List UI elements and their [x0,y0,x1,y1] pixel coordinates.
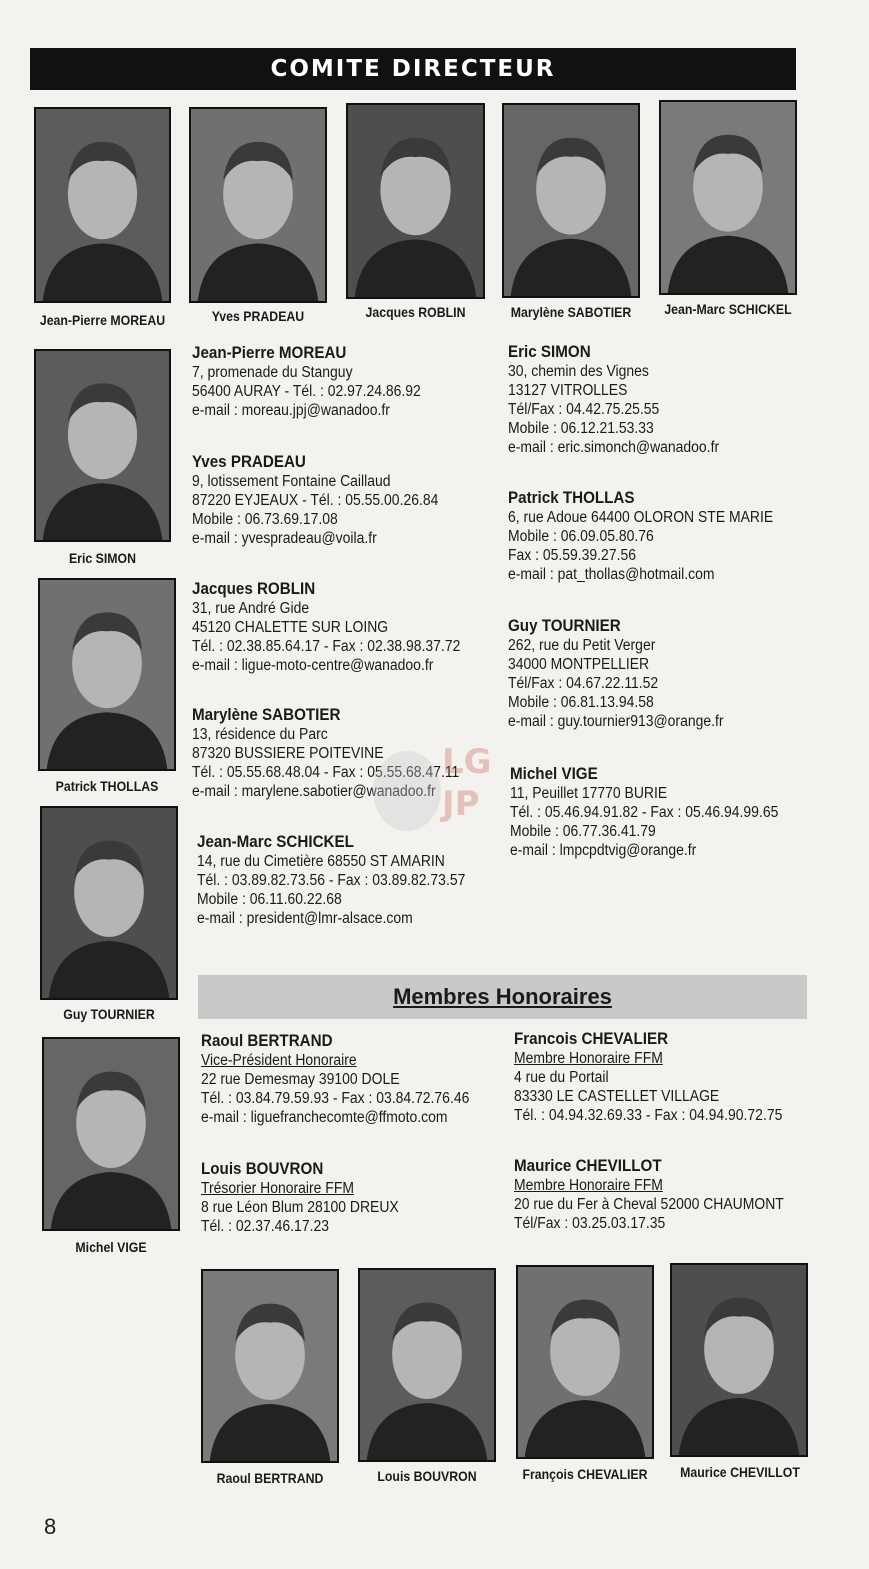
contact-name: Raoul BERTRAND [201,1032,333,1050]
contact-name: Eric SIMON [508,343,591,361]
contact-name: Jean-Marc SCHICKEL [197,833,354,851]
contact-line: Tél. : 02.38.85.64.17 - Fax : 02.38.98.37.72 [192,638,461,655]
contact-line: Mobile : 06.12.21.53.33 [508,420,654,437]
contact-line: 87320 BUSSIERE POITEVINE [192,745,384,762]
contact-name: Jacques ROBLIN [192,580,316,598]
contact-line: 87220 EYJEAUX - Tél. : 05.55.00.26.84 [192,492,439,509]
contact-line: 13, résidence du Parc [192,726,328,743]
portrait-silhouette [191,109,325,301]
contact-line: 20 rue du Fer à Cheval 52000 CHAUMONT [514,1196,784,1213]
photo-guy-tournier [40,806,178,1000]
honorary-raoul-bertrand [201,1032,499,1127]
photo-patrick-thollas [38,578,176,771]
caption-moreau: Jean-Pierre MOREAU [39,312,166,328]
contact-michel-vige [510,765,808,860]
contact-line: 7, promenade du Stanguy [192,364,353,381]
caption-vige: Michel VIGE [75,1239,147,1255]
contact-email[interactable]: e-mail : guy.tournier913@orange.fr [508,713,724,730]
contact-name: Marylène SABOTIER [192,706,341,724]
contact-name: Maurice CHEVILLOT [514,1157,662,1175]
portrait-silhouette [360,1270,494,1460]
portrait-silhouette [672,1265,806,1455]
caption-simon: Eric SIMON [68,550,137,566]
contact-line: 14, rue du Cimetière 68550 ST AMARIN [197,853,445,870]
portrait-silhouette [42,808,176,998]
contact-line: 22 rue Demesmay 39100 DOLE [201,1071,400,1088]
contact-name: Jean-Pierre MOREAU [192,344,347,362]
contact-line: Tél/Fax : 04.42.75.25.55 [508,401,660,418]
contact-line: Mobile : 06.11.60.22.68 [197,891,342,908]
contact-guy-tournier [508,617,747,731]
caption-chevillot: Maurice CHEVILLOT [680,1464,800,1480]
caption-tournier: Guy TOURNIER [63,1006,155,1022]
contact-line: Mobile : 06.09.05.80.76 [508,528,654,545]
contact-line: 6, rue Adoue 64400 OLORON STE MARIE [508,509,774,526]
photo-marylene-sabotier [502,103,640,298]
portrait-silhouette [203,1271,337,1461]
honorary-louis-bouvron [201,1160,421,1236]
honorary-francois-chevalier [514,1030,812,1125]
contact-role: Vice-Président Honoraire [201,1052,357,1069]
contact-jean-pierre-moreau [192,344,446,420]
photo-yves-pradeau [189,107,327,303]
contact-name: Louis BOUVRON [201,1160,324,1178]
portrait-silhouette [348,105,483,297]
contact-line: 45120 CHALETTE SUR LOING [192,619,389,636]
contact-role: Membre Honoraire FFM [514,1050,663,1067]
portrait-silhouette [36,351,169,540]
photo-francois-chevalier [516,1265,654,1459]
contact-line: 83330 LE CASTELLET VILLAGE [514,1088,720,1105]
contact-email[interactable]: e-mail : liguefranchecomte@ffmoto.com [201,1109,448,1126]
caption-chevalier: François CHEVALIER [522,1466,648,1482]
contact-line: 9, lotissement Fontaine Caillaud [192,473,391,490]
section-title-comite-directeur: COMITE DIRECTEUR [30,48,796,90]
contact-name: Yves PRADEAU [192,453,306,471]
contact-name: Francois CHEVALIER [514,1030,669,1048]
honorary-maurice-chevillot [514,1157,814,1233]
contact-line: Tél. : 04.94.32.69.33 - Fax : 04.94.90.72.75 [514,1107,783,1124]
contact-line: Mobile : 06.81.13.94.58 [508,694,654,711]
contact-line: 56400 AURAY - Tél. : 02.97.24.86.92 [192,383,421,400]
photo-michel-vige [42,1037,180,1231]
contact-line: 4 rue du Portail [514,1069,609,1086]
contact-role: Membre Honoraire FFM [514,1177,663,1194]
portrait-silhouette [661,102,795,293]
contact-line: Mobile : 06.77.36.41.79 [510,823,656,840]
caption-bertrand: Raoul BERTRAND [216,1470,324,1486]
contact-role: Trésorier Honoraire FFM [201,1180,354,1197]
contact-line: Tél. : 03.89.82.73.56 - Fax : 03.89.82.73.57 [197,872,466,889]
contact-line: Tél. : 03.84.79.59.93 - Fax : 03.84.72.76.46 [201,1090,470,1107]
caption-schickel: Jean-Marc SCHICKEL [664,301,792,317]
caption-pradeau: Yves PRADEAU [211,308,305,324]
contact-name: Patrick THOLLAS [508,489,635,507]
contact-email[interactable]: e-mail : marylene.sabotier@wanadoo.fr [192,783,436,800]
photo-jean-marc-schickel [659,100,797,295]
watermark-logo [367,733,502,838]
page-number: 8 [44,1514,57,1539]
contact-line: Mobile : 06.73.69.17.08 [192,511,338,528]
contact-line: 13127 VITROLLES [508,382,628,399]
photo-raoul-bertrand [201,1269,339,1463]
contact-jean-marc-schickel [197,833,495,928]
photo-jacques-roblin [346,103,485,299]
portrait-silhouette [44,1039,178,1229]
contact-name: Guy TOURNIER [508,617,621,635]
contact-line: 11, Peuillet 17770 BURIE [510,785,668,802]
contact-line: Tél. : 02.37.46.17.23 [201,1218,329,1235]
contact-eric-simon [508,343,743,457]
photo-maurice-chevillot [670,1263,808,1457]
caption-sabotier: Marylène SABOTIER [510,304,632,320]
svg-text:JP: JP [442,784,480,824]
portrait-silhouette [504,105,638,296]
contact-name: Michel VIGE [510,765,598,783]
section-title-membres-honoraires: Membres Honoraires [198,975,807,1019]
contact-line: Tél. : 05.55.68.48.04 - Fax : 05.55.68.47.11 [192,764,460,781]
portrait-silhouette [36,109,169,301]
contact-email[interactable]: e-mail : eric.simonch@wanadoo.fr [508,439,720,456]
caption-roblin: Jacques ROBLIN [365,304,466,320]
portrait-silhouette [40,580,174,769]
contact-line: 262, rue du Petit Verger [508,637,656,654]
contact-email[interactable]: e-mail : ligue-moto-centre@wanadoo.fr [192,657,434,674]
caption-thollas: Patrick THOLLAS [55,778,159,794]
contact-email[interactable]: e-mail : president@lmr-alsace.com [197,910,413,927]
contact-yves-pradeau [192,453,466,548]
contact-email[interactable]: e-mail : lmpcpdtvig@orange.fr [510,842,697,859]
contact-line: 8 rue Léon Blum 28100 DREUX [201,1199,399,1216]
contact-line: Tél/Fax : 03.25.03.17.35 [514,1215,666,1232]
contact-email[interactable]: e-mail : moreau.jpj@wanadoo.fr [192,402,390,419]
caption-bouvron: Louis BOUVRON [377,1468,477,1484]
svg-text:LG: LG [442,742,492,782]
photo-eric-simon [34,349,171,542]
contact-line: 30, chemin des Vignes [508,363,649,380]
contact-line: 31, rue André Gide [192,600,310,617]
contact-line: Tél. : 05.46.94.91.82 - Fax : 05.46.94.99.65 [510,804,779,821]
contact-line: Fax : 05.59.39.27.56 [508,547,636,564]
portrait-silhouette [518,1267,652,1457]
contact-patrick-thollas [508,489,803,584]
photo-louis-bouvron [358,1268,496,1462]
photo-jean-pierre-moreau [34,107,171,303]
contact-line: Tél/Fax : 04.67.22.11.52 [508,675,659,692]
contact-email[interactable]: e-mail : yvespradeau@voila.fr [192,530,377,547]
contact-email[interactable]: e-mail : pat_thollas@hotmail.com [508,566,715,583]
contact-jacques-roblin [192,580,490,675]
contact-line: 34000 MONTPELLIER [508,656,650,673]
